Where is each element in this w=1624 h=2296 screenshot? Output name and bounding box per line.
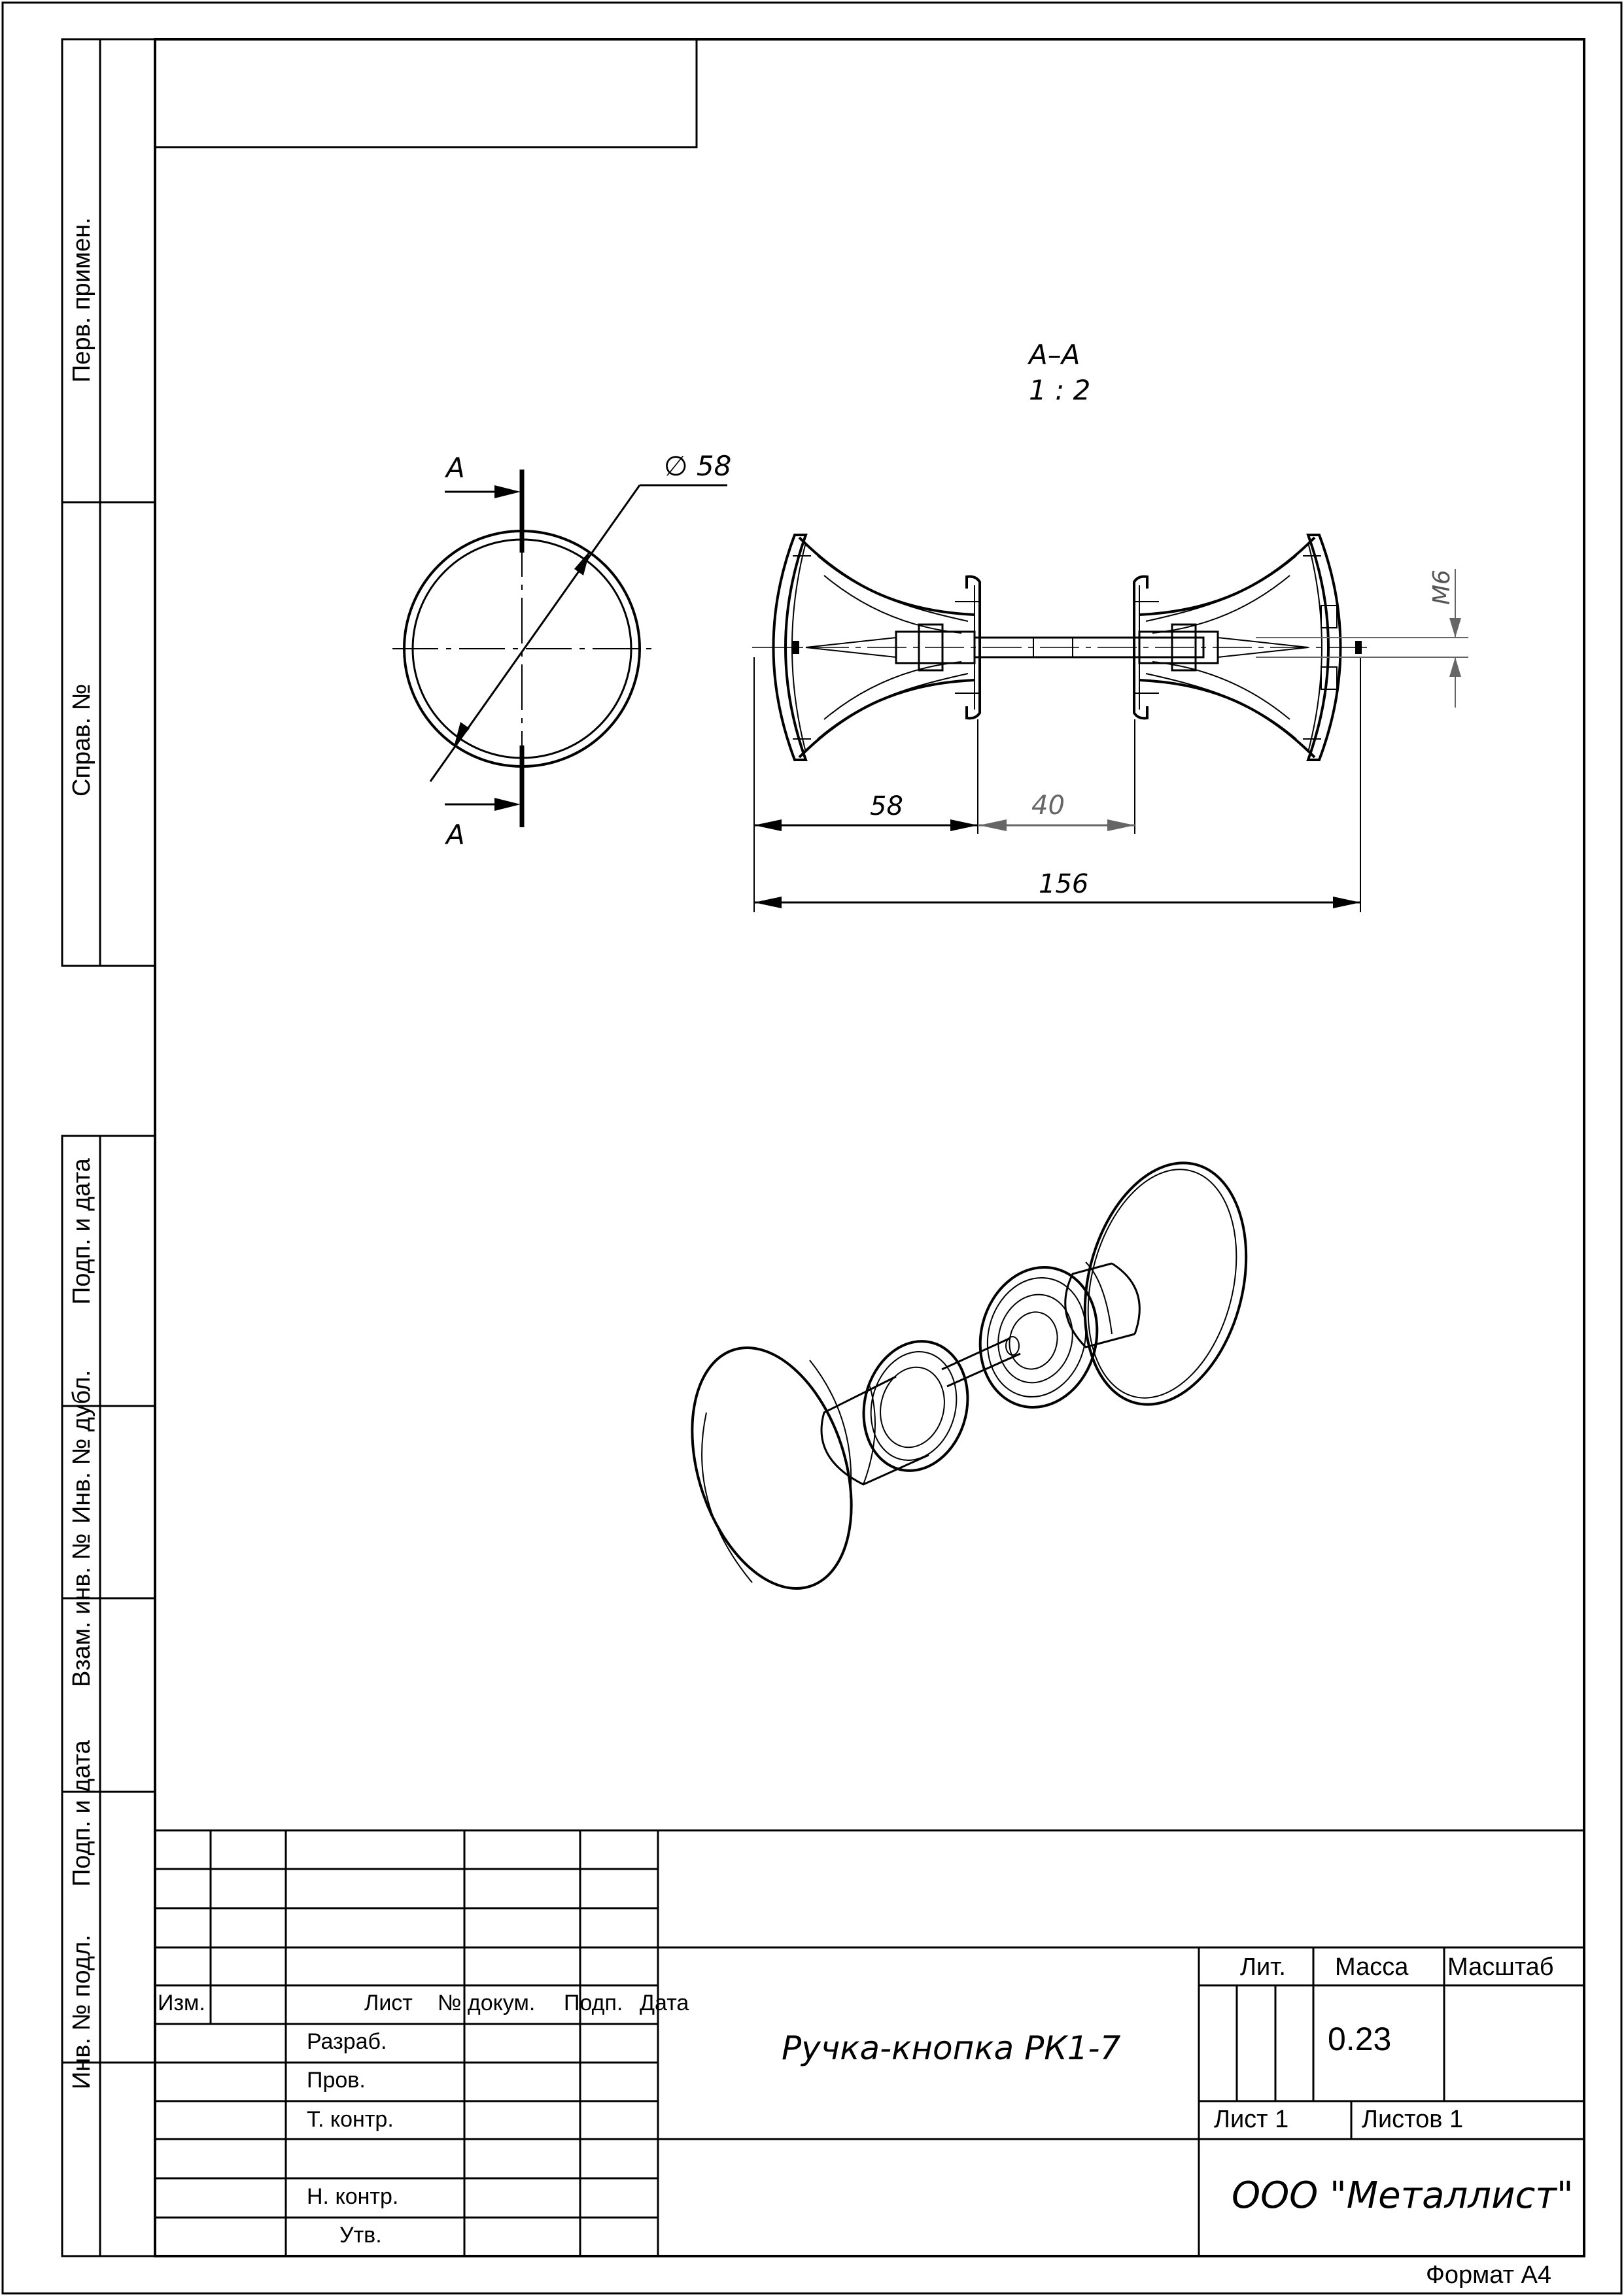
header-podp: Подп. — [564, 1991, 623, 2015]
section-scale: 1 : 2 — [1029, 374, 1091, 406]
front-view — [392, 470, 727, 827]
thread-dimension: М6 — [1428, 570, 1455, 605]
role-razrab: Разраб. — [307, 2029, 387, 2054]
part-designation: Ручка-кнопка РК1-7 — [782, 2029, 1121, 2067]
label-podp-i-data-top: Подп. и дата — [68, 1158, 95, 1305]
sheet-number: Лист 1 — [1214, 2106, 1289, 2133]
label-vzam-inv-no: Взам. инв. № — [68, 1533, 95, 1687]
lit-label: Лит. — [1240, 1953, 1286, 1981]
header-izm: Изм. — [158, 1991, 205, 2015]
scale-label: Масштаб — [1447, 1953, 1554, 1981]
iso-front-knob — [664, 1328, 880, 1609]
cut-marker-bottom: А — [446, 819, 465, 851]
role-prov: Пров. — [307, 2068, 366, 2093]
label-podp-i-data-bottom: Подп. и дата — [68, 1740, 95, 1887]
role-utv: Утв. — [339, 2223, 382, 2248]
section-label: А–А — [1029, 339, 1080, 371]
header-no-dokum: № докум. — [438, 1991, 536, 2015]
label-inv-no-dubl: Инв. № дубл. — [68, 1369, 95, 1524]
role-n-kontr: Н. контр. — [307, 2184, 399, 2209]
section-view — [752, 535, 1468, 912]
header-data: Дата — [640, 1991, 689, 2015]
format-label: Формат А4 — [1426, 2261, 1552, 2289]
diameter-dimension: ∅ 58 — [664, 450, 732, 482]
label-inv-no-podl: Инв. № подл. — [68, 1934, 95, 2089]
mass-value: 0.23 — [1328, 2021, 1392, 2057]
dimension-58: 58 — [870, 791, 903, 821]
label-sprav-no: Справ. № — [68, 683, 95, 797]
top-left-box — [155, 39, 697, 147]
main-frame — [155, 39, 1584, 2256]
sheet-trim-border — [3, 3, 1621, 2293]
label-perv-primen: Перв. примен. — [68, 217, 95, 383]
dimension-156: 156 — [1039, 869, 1089, 899]
role-t-kontr: Т. контр. — [307, 2107, 394, 2132]
organization-name: ООО "Металлист" — [1232, 2174, 1574, 2217]
sheets-total: Листов 1 — [1362, 2106, 1464, 2133]
cut-marker-top: А — [446, 452, 465, 484]
iso-back-knob — [1061, 1146, 1270, 1422]
mass-label: Масса — [1335, 1953, 1409, 1981]
isometric-view — [664, 1146, 1270, 1609]
dimension-40: 40 — [1031, 791, 1065, 821]
header-list: Лист — [364, 1991, 413, 2015]
